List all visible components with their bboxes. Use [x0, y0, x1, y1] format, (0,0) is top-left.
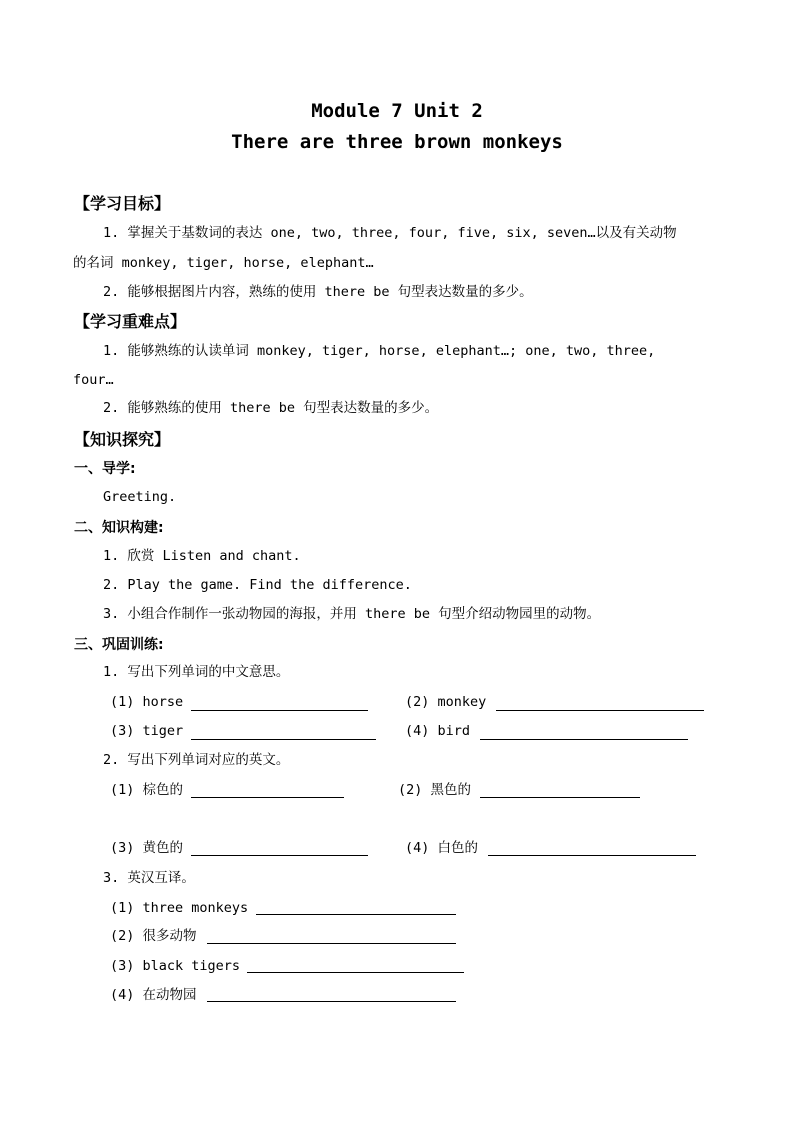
practice-heading: 三、巩固训练:: [74, 637, 164, 653]
q3-prompt: 3. 英汉互译。: [103, 870, 195, 886]
key-point-item-1-line-1: 1. 能够熟练的认读单词 monkey, tiger, horse, elephant…; one, two, three,: [103, 343, 656, 359]
q2-prompt: 2. 写出下列单词对应的英文。: [103, 752, 290, 768]
q1-label-c: (3) tiger: [110, 723, 184, 739]
answer-blank[interactable]: [480, 739, 688, 740]
build-heading: 二、知识构建:: [74, 520, 164, 536]
build-item-3: 3. 小组合作制作一张动物园的海报，并用 there be 句型介绍动物园里的动物。: [103, 606, 601, 622]
answer-blank[interactable]: [496, 710, 704, 711]
key-point-item-2: 2. 能够熟练的使用 there be 句型表达数量的多少。: [103, 400, 439, 416]
answer-blank[interactable]: [207, 943, 456, 944]
answer-blank[interactable]: [191, 797, 344, 798]
section-heading-goals: 【学习目标】: [74, 194, 171, 213]
answer-blank[interactable]: [191, 710, 368, 711]
answer-blank[interactable]: [247, 972, 464, 973]
q1-prompt: 1. 写出下列单词的中文意思。: [103, 664, 290, 680]
q2-label-b: (2) 黑色的: [398, 782, 472, 798]
q3-label-d: (4) 在动物园: [110, 987, 197, 1003]
q1-label-a: (1) horse: [110, 694, 184, 710]
page-title: Module 7 Unit 2: [311, 100, 483, 122]
build-item-1: 1. 欣赏 Listen and chant.: [103, 548, 301, 564]
q3-label-c: (3) black tigers: [110, 958, 241, 974]
section-heading-key-points: 【学习重难点】: [74, 312, 187, 331]
answer-blank[interactable]: [191, 739, 376, 740]
page-subtitle: There are three brown monkeys: [231, 131, 563, 153]
section-heading-explore: 【知识探究】: [74, 430, 171, 449]
q2-label-d: (4) 白色的: [405, 840, 479, 856]
q2-label-a: (1) 棕色的: [110, 782, 184, 798]
key-point-item-1-line-2: four…: [73, 372, 114, 388]
answer-blank[interactable]: [480, 797, 640, 798]
goal-item-1-line-1: 1. 掌握关于基数词的表达 one, two, three, four, five, six, seven…以及有关动物: [103, 225, 677, 241]
answer-blank[interactable]: [256, 914, 456, 915]
q3-label-a: (1) three monkeys: [110, 900, 249, 916]
q1-label-b: (2) monkey: [405, 694, 487, 710]
answer-blank[interactable]: [488, 855, 696, 856]
answer-blank[interactable]: [207, 1001, 456, 1002]
goal-item-2: 2. 能够根据图片内容，熟练的使用 there be 句型表达数量的多少。: [103, 284, 533, 300]
goal-item-1-line-2: 的名词 monkey, tiger, horse, elephant…: [73, 255, 374, 271]
q2-label-c: (3) 黄色的: [110, 840, 184, 856]
guide-heading: 一、导学:: [74, 461, 136, 477]
q1-label-d: (4) bird: [405, 723, 471, 739]
answer-blank[interactable]: [191, 855, 368, 856]
guide-text: Greeting.: [103, 489, 177, 505]
q3-label-b: (2) 很多动物: [110, 928, 197, 944]
build-item-2: 2. Play the game. Find the difference.: [103, 577, 412, 593]
